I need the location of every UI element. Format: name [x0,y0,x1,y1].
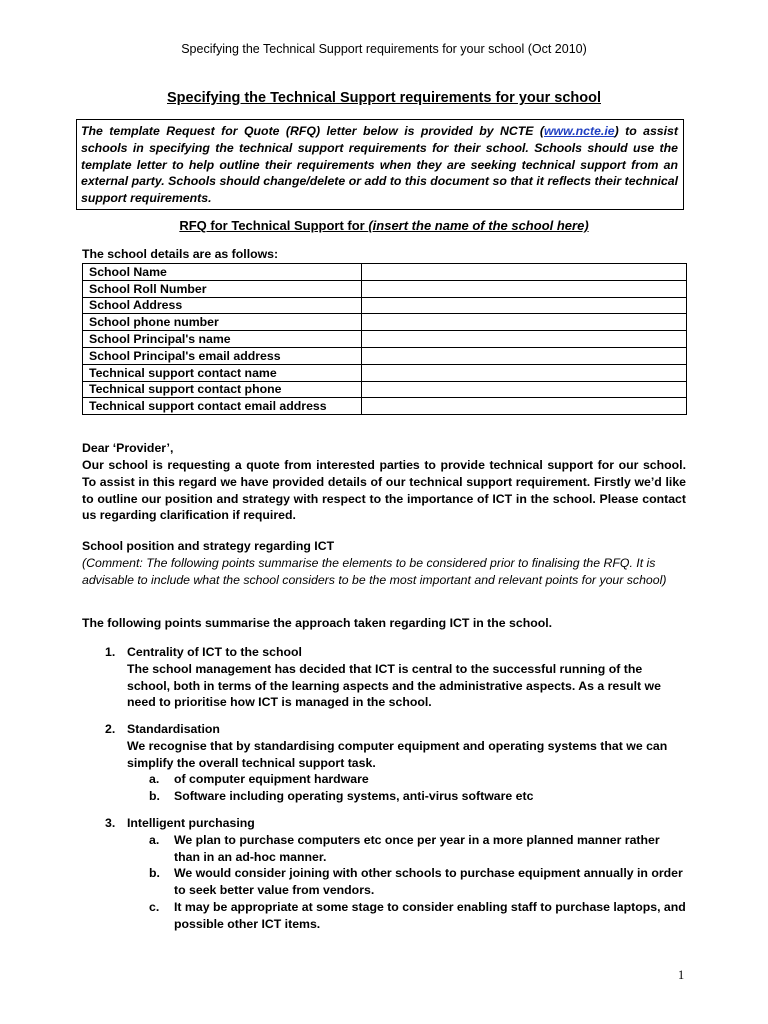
table-cell-value[interactable] [362,364,687,381]
table-row [83,364,687,381]
list-item [149,865,687,899]
list-item-letter: a. [149,772,160,787]
table-row [83,314,687,331]
rfq-title-prefix: RFQ for Technical Support for [179,218,369,233]
point-2 [105,721,687,805]
table-row [83,398,687,415]
table-cell-label: School Principal's email address [83,347,362,364]
table-cell-value[interactable] [362,381,687,398]
table-row [83,331,687,348]
point-heading: Intelligent purchasing [127,816,255,830]
strategy-heading: School position and strategy regarding ICT [82,539,335,553]
point-3 [105,815,687,933]
table-cell-label: School Principal's name [83,331,362,348]
table-row [83,280,687,297]
table-cell-label: School Address [83,297,362,314]
table-cell-value[interactable] [362,297,687,314]
school-details-lead: The school details are as follows: [82,247,279,261]
list-item-text: of computer equipment hardware [174,772,369,787]
school-details-table [82,263,687,415]
rfq-title-placeholder: (insert the name of the school here) [368,218,589,233]
list-item [149,771,687,788]
point-text: We recognise that by standardising computer equipment and operating systems that we can simplify the overall technical support task. [127,738,668,770]
ncte-link[interactable]: www.ncte.ie [543,124,615,138]
point-text: The school management has decided that ICT is central to the successful running of the school, both in terms of the learning aspects and the administrative aspects. As a result we need to prioritise how ICT is managed in the school. [127,661,661,710]
table-cell-label: Technical support contact phone [83,381,362,398]
table-cell-value[interactable] [362,347,687,364]
list-item-letter: c. [149,899,160,914]
table-cell-label: School Name [83,264,362,281]
list-item-letter: b. [149,866,160,881]
point-number: 2. [105,722,116,736]
strategy-comment: (Comment: The following points summarise the elements to be considered prior to finalising the RFQ. It is advisable to include what the school considers to be the most important and relevant points for your school) [82,556,667,587]
page-number: 1 [678,968,685,982]
salutation: Dear ‘Provider’, [82,441,174,455]
document-title: Specifying the Technical Support requirements for your school [167,90,601,106]
table-row [83,381,687,398]
list-item-letter: a. [149,832,160,847]
rfq-title [0,218,768,233]
list-item-text: Software including operating systems, anti-virus software etc [174,789,534,804]
table-cell-value[interactable] [362,398,687,415]
table-cell-label: School phone number [83,314,362,331]
table-cell-label: Technical support contact name [83,364,362,381]
table-cell-value[interactable] [362,331,687,348]
table-row [83,347,687,364]
table-cell-value[interactable] [362,264,687,281]
intro-text-after-link: ) to assist schools in specifying the technical support requirements for their school. Schools should use the template letter to help outline their requirements when they are seeking technical support from an external party. Schools should change/delete or add to this document so that it reflects their technical support requirements. [81,124,678,206]
table-cell-label: School Roll Number [83,280,362,297]
table-row [83,264,687,281]
list-item-text: We would consider joining with other schools to purchase equipment annually in order to seek better value from vendors. [174,866,683,898]
list-item-text: It may be appropriate at some stage to consider enabling staff to purchase laptops, and possible other ICT items. [174,899,686,931]
list-item [149,832,687,866]
table-row [83,297,687,314]
opening-paragraph: Our school is requesting a quote from interested parties to provide technical support for our school. To assist in this regard we have provided details of our technical support requirement. Firstly we’d like to outline our position and strategy with respect to the importance of ICT in the school. Please contact us regarding clarification if required. [82,458,686,523]
point-number: 3. [105,816,116,830]
point-1 [105,644,687,711]
intro-text-before-link: The template Request for Quote (RFQ) letter below is provided by NCTE ( [81,124,544,138]
points-intro: The following points summarise the approach taken regarding ICT in the school. [82,616,553,630]
point-heading: Centrality of ICT to the school [127,645,302,659]
table-cell-value[interactable] [362,280,687,297]
point-heading: Standardisation [127,722,220,736]
list-item [149,899,687,933]
running-header: Specifying the Technical Support requirements for your school (Oct 2010) [181,42,587,56]
table-cell-value[interactable] [362,314,687,331]
table-cell-label: Technical support contact email address [83,398,362,415]
list-item [149,788,687,805]
intro-box [76,119,684,210]
point-number: 1. [105,645,116,659]
list-item-text: We plan to purchase computers etc once per year in a more planned manner rather than in an ad-hoc manner. [174,832,660,864]
list-item-letter: b. [149,789,160,804]
